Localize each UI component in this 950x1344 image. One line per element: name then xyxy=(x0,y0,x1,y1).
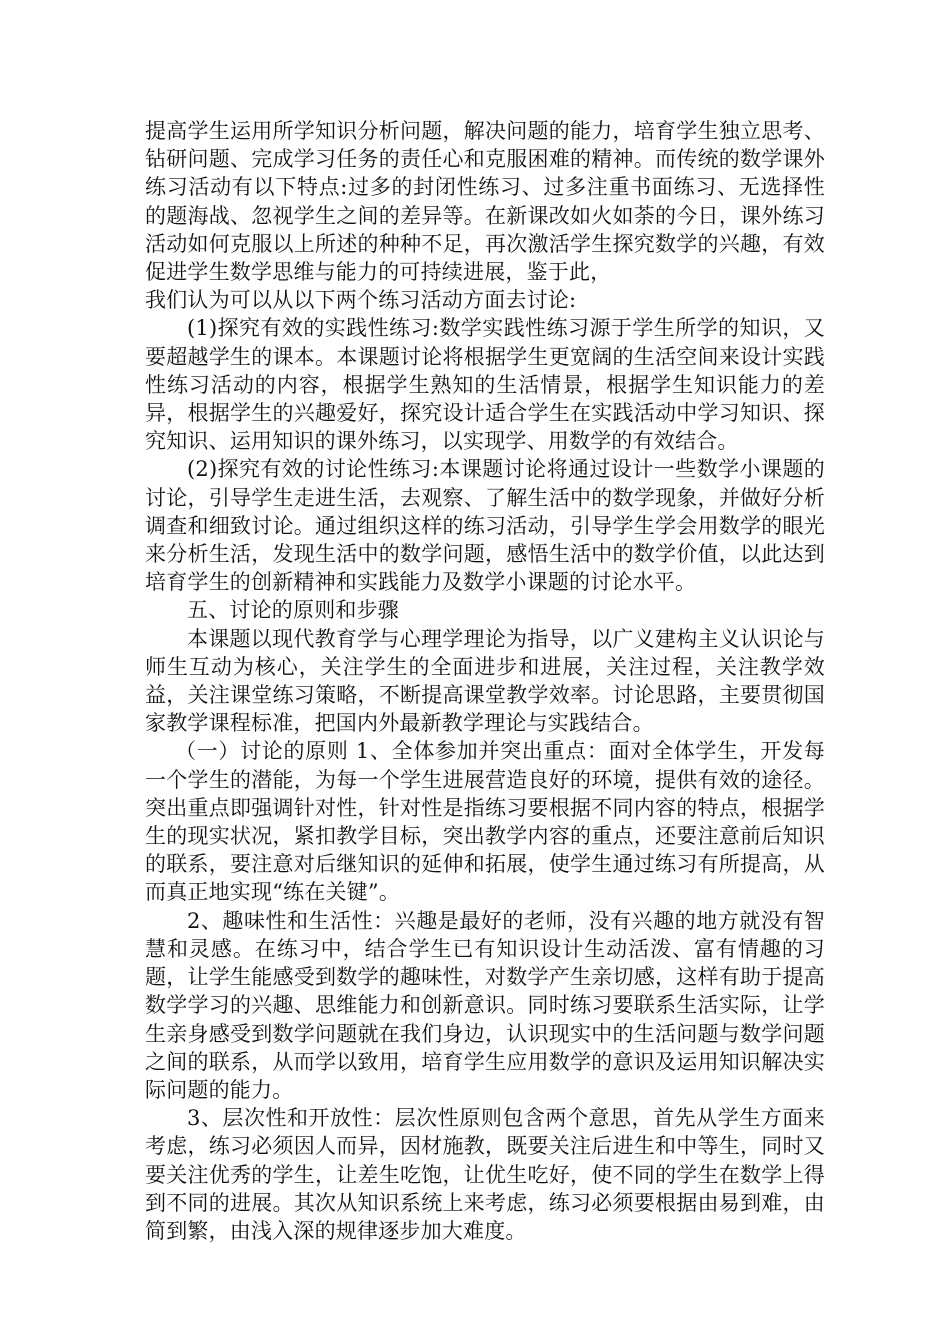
document-body xyxy=(145,117,825,1245)
section-heading-principles: 五、讨论的原则和步骤 xyxy=(187,598,399,623)
paragraph-principle-2: 2、趣味性和生活性：兴趣是最好的老师，没有兴趣的地方就没有智慧和灵感。在练习中，结合学生已有知识设计生动活泼、富有情趣的习题，让学生能感受到数学的趣味性，对数学产生亲切感，这样有助于提高数学学习的兴趣、思维能力和创新意识。同时练习要联系生活实际，让学生亲身感受到数学问题就在我们身边，认识现实中的生活问题与数学问题之间的联系，从而学以致用，培育学生应用数学的意识及运用知识解决实际问题的能力。 xyxy=(145,908,825,1102)
paragraph-principle-1: （一）讨论的原则 1、全体参加并突出重点：面对全体学生，开发每一个学生的潜能，为每一个学生进展营造良好的环境，提供有效的途径。突出重点即强调针对性，针对性是指练习要根据不同内容的特点，根据学生的现实状况，紧扣教学目标，突出教学内容的重点，还要注意前后知识的联系，要注意对后继知识的延伸和拓展，使学生通过练习有所提高，从而真正地实现“练在关键”。 xyxy=(145,739,825,905)
paragraph-discussion-lead: 我们认为可以从以下两个练习活动方面去讨论: xyxy=(145,288,577,313)
paragraph-discussion-exercise: (2)探究有效的讨论性练习:本课题讨论将通过设计一些数学小课题的讨论，引导学生走进生活，去观察、了解生活中的数学现象，并做好分析调查和细致讨论。通过组织这样的练习活动，引导学生学会用数学的眼光来分析生活，发现生活中的数学问题，感悟生活中的数学价值，以此达到培育学生的创新精神和实践能力及数学小课题的讨论水平。 xyxy=(145,457,825,595)
paragraph-principle-3: 3、层次性和开放性：层次性原则包含两个意思，首先从学生方面来考虑，练习必须因人而异，因材施教，既要关注后进生和中等生，同时又要关注优秀的学生，让差生吃饱，让优生吃好，使不同的学生在数学上得到不同的进展。其次从知识系统上来考虑，练习必须要根据由易到难，由简到繁，由浅入深的规律逐步加大难度。 xyxy=(145,1106,825,1243)
paragraph-intro: 提高学生运用所学知识分析问题，解决问题的能力，培育学生独立思考、钻研问题、完成学习任务的责任心和克服困难的精神。而传统的数学课外练习活动有以下特点:过多的封闭性练习、过多注重书面练习、无选择性的题海战、忽视学生之间的差异等。在新课改如火如荼的今日，课外练习活动如何克服以上所述的种种不足，再次激活学生探究数学的兴趣，有效促进学生数学思维与能力的可持续进展，鉴于此， xyxy=(145,119,825,285)
paragraph-theory-basis: 本课题以现代教育学与心理学理论为指导，以广义建构主义认识论与师生互动为核心，关注学生的全面进步和进展，关注过程，关注教学效益，关注课堂练习策略，不断提高课堂教学效率。讨论思路，主要贯彻国家教学课程标准，把国内外最新教学理论与实践结合。 xyxy=(145,626,825,736)
paragraph-practical-exercise: (1)探究有效的实践性练习:数学实践性练习源于学生所学的知识，又要超越学生的课本。本课题讨论将根据学生更宽阔的生活空间来设计实践性练习活动的内容，根据学生熟知的生活情景，根据学生知识能力的差异，根据学生的兴趣爱好，探究设计适合学生在实践活动中学习知识、探究知识、运用知识的课外练习，以实现学、用数学的有效结合。 xyxy=(145,316,825,454)
